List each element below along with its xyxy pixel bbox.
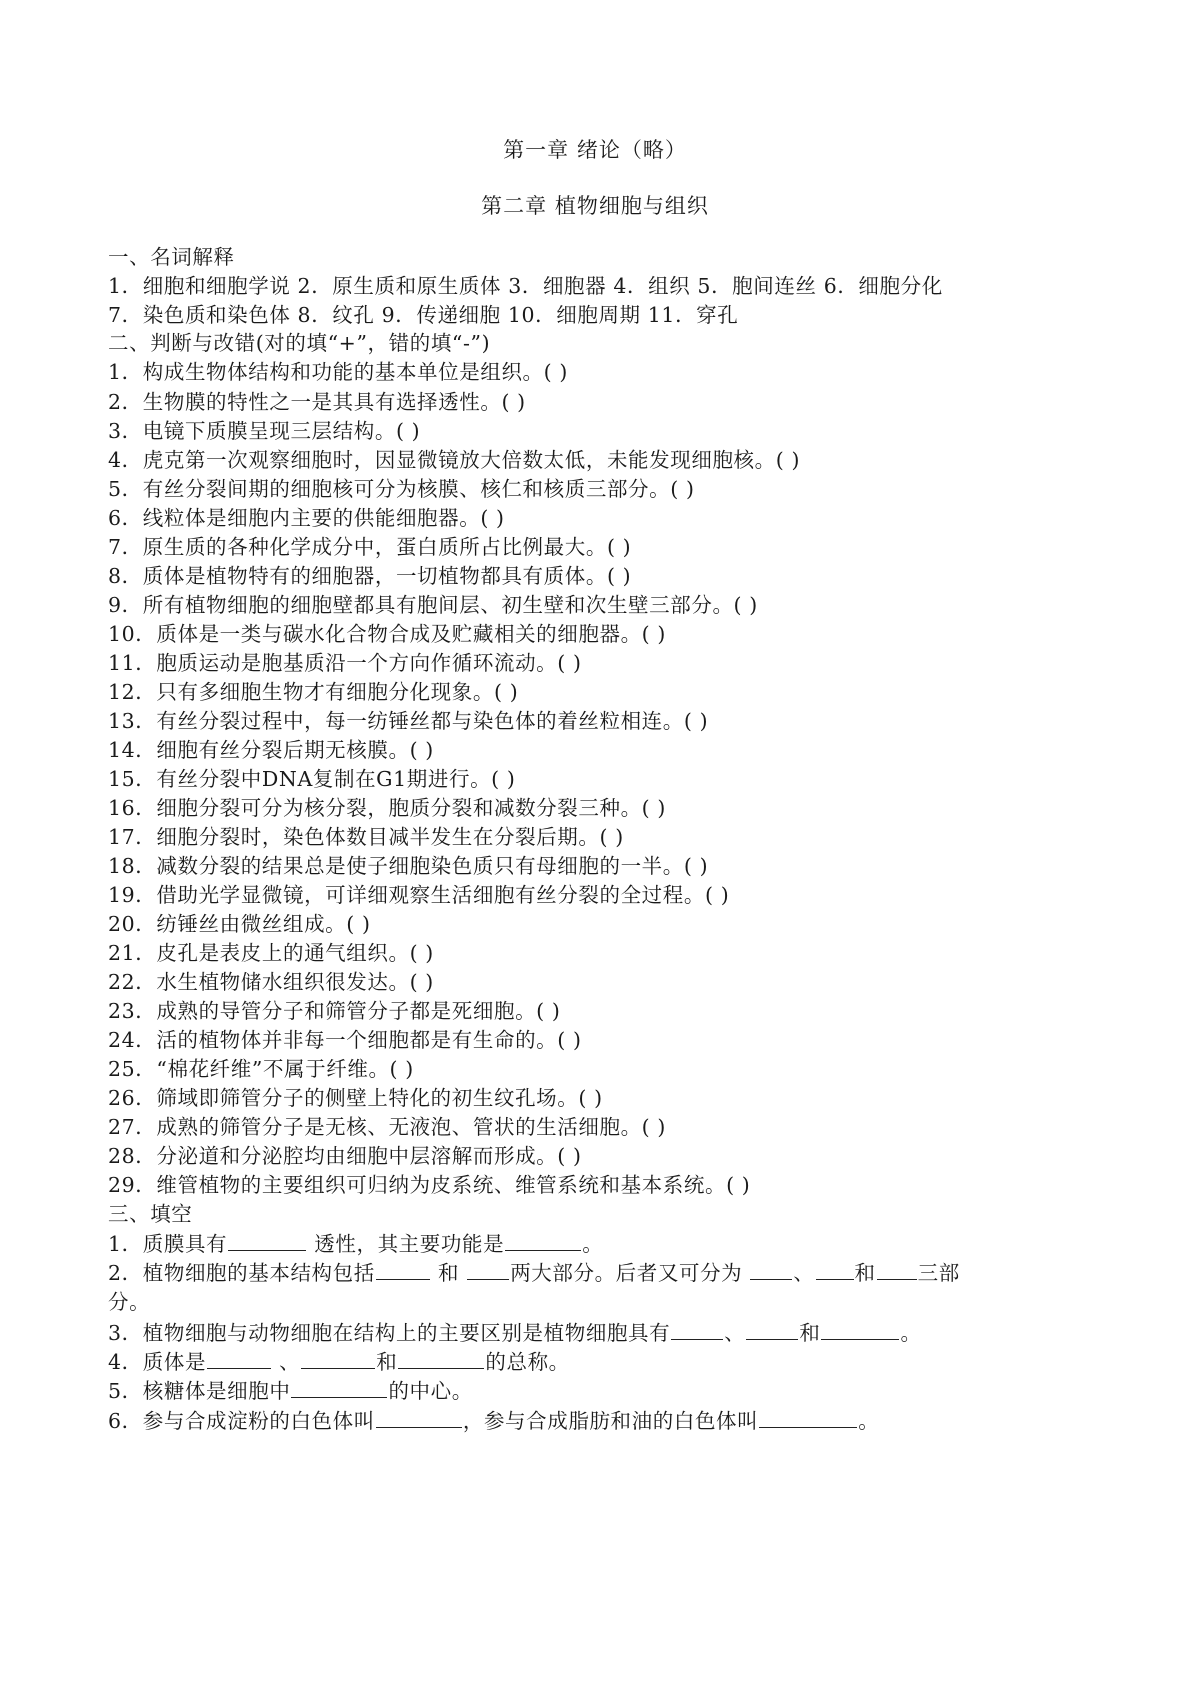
judge-item: 18．减数分裂的结果总是使子细胞染色质只有母细胞的一半。( ) [108, 854, 709, 878]
judge-item: 28．分泌道和分泌腔均由细胞中层溶解而形成。( ) [108, 1144, 582, 1168]
answer-blank[interactable] [816, 1261, 854, 1280]
answer-blank[interactable] [671, 1321, 723, 1340]
fill-question-4: 4．质体是 、 和 的总称。 [108, 1350, 570, 1374]
chapter1-title: 第一章 绪论（略） [503, 138, 687, 162]
judge-item: 5．有丝分裂间期的细胞核可分为核膜、核仁和核质三部分。( ) [108, 477, 695, 501]
judge-item: 3．电镜下质膜呈现三层结构。( ) [108, 419, 421, 443]
judge-item: 24．活的植物体并非每一个细胞都是有生命的。( ) [108, 1028, 582, 1052]
fill-question-3: 3．植物细胞与动物细胞在结构上的主要区别是植物细胞具有 、 和 。 [108, 1321, 922, 1345]
judge-item: 15．有丝分裂中DNA复制在G1期进行。( ) [108, 767, 516, 791]
fill-question-5: 5．核糖体是细胞中 的中心。 [108, 1379, 473, 1403]
answer-blank[interactable] [467, 1261, 509, 1280]
judge-item: 13．有丝分裂过程中，每一纺锤丝都与染色体的着丝粒相连。( ) [108, 709, 709, 733]
section3-heading: 三、填空 [108, 1202, 193, 1226]
judge-item: 6．线粒体是细胞内主要的供能细胞器。( ) [108, 506, 505, 530]
judge-item: 7．原生质的各种化学成分中，蛋白质所占比例最大。( ) [108, 535, 632, 559]
judge-item: 16．细胞分裂可分为核分裂，胞质分裂和减数分裂三种。( ) [108, 796, 666, 820]
answer-blank[interactable] [746, 1321, 798, 1340]
judge-item: 29．维管植物的主要组织可归纳为皮系统、维管系统和基本系统。( ) [108, 1173, 751, 1197]
section2-heading: 二、判断与改错(对的填“+”，错的填“-”) [108, 331, 491, 355]
judge-item: 2．生物膜的特性之一是其具有选择透性。( ) [108, 390, 526, 414]
answer-blank[interactable] [376, 1409, 462, 1428]
answer-blank[interactable] [291, 1379, 387, 1398]
judge-item: 9．所有植物细胞的细胞壁都具有胞间层、初生壁和次生壁三部分。( ) [108, 593, 758, 617]
judge-item: 1．构成生物体结构和功能的基本单位是组织。( ) [108, 360, 568, 384]
chapter2-title: 第二章 植物细胞与组织 [481, 194, 709, 218]
judge-item: 12．只有多细胞生物才有细胞分化现象。( ) [108, 680, 519, 704]
answer-blank[interactable] [759, 1409, 857, 1428]
answer-blank[interactable] [877, 1261, 917, 1280]
judge-item: 20．纺锤丝由微丝组成。( ) [108, 912, 371, 936]
answer-blank[interactable] [750, 1261, 792, 1280]
judge-item: 21．皮孔是表皮上的通气组织。( ) [108, 941, 434, 965]
answer-blank[interactable] [376, 1261, 430, 1280]
term-line-1: 1．细胞和细胞学说 2．原生质和原生质体 3．细胞器 4．组织 5．胞间连丝 6．细胞分化 [108, 274, 943, 298]
answer-blank[interactable] [505, 1232, 581, 1251]
judge-item: 25．“棉花纤维”不属于纤维。( ) [108, 1057, 414, 1081]
judge-item: 23．成熟的导管分子和筛管分子都是死细胞。( ) [108, 999, 561, 1023]
term-line-2: 7．染色质和染色体 8．纹孔 9．传递细胞 10．细胞周期 11．穿孔 [108, 303, 739, 327]
answer-blank[interactable] [398, 1350, 484, 1369]
judge-item: 14．细胞有丝分裂后期无核膜。( ) [108, 738, 434, 762]
fill-question-6: 6．参与合成淀粉的白色体叫 ，参与合成脂肪和油的白色体叫 。 [108, 1409, 880, 1433]
answer-blank[interactable] [207, 1350, 271, 1369]
judge-item: 4．虎克第一次观察细胞时，因显微镜放大倍数太低，未能发现细胞核。( ) [108, 448, 801, 472]
judge-item: 17．细胞分裂时，染色体数目减半发生在分裂后期。( ) [108, 825, 624, 849]
judge-item: 10．质体是一类与碳水化合物合成及贮藏相关的细胞器。( ) [108, 622, 666, 646]
fill-question-2: 2．植物细胞的基本结构包括 和 两大部分。后者又可分为 、 和 三部 [108, 1261, 960, 1285]
judge-item: 22．水生植物储水组织很发达。( ) [108, 970, 434, 994]
fill-question-1: 1．质膜具有 透性，其主要功能是 。 [108, 1232, 604, 1256]
judge-item: 11．胞质运动是胞基质沿一个方向作循环流动。( ) [108, 651, 582, 675]
judge-item: 27．成熟的筛管分子是无核、无液泡、管状的生活细胞。( ) [108, 1115, 666, 1139]
judge-item: 19．借助光学显微镜，可详细观察生活细胞有丝分裂的全过程。( ) [108, 883, 730, 907]
answer-blank[interactable] [821, 1321, 899, 1340]
judge-item: 26．筛域即筛管分子的侧壁上特化的初生纹孔场。( ) [108, 1086, 603, 1110]
judge-item: 8．质体是植物特有的细胞器，一切植物都具有质体。( ) [108, 564, 632, 588]
answer-blank[interactable] [301, 1350, 375, 1369]
fill-question-2-continued: 分。 [108, 1290, 151, 1314]
answer-blank[interactable] [228, 1232, 306, 1251]
section1-heading: 一、名词解释 [108, 245, 235, 269]
